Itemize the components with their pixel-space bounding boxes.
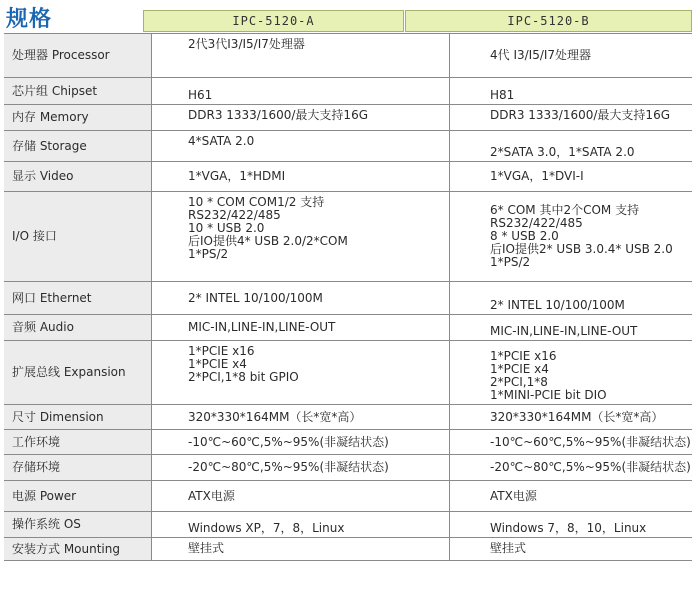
spec-value-line: 2*PCI,1*8 bit GPIO — [188, 370, 299, 384]
spec-value-a — [152, 341, 450, 405]
spec-row — [4, 430, 692, 455]
spec-label: 音频 Audio — [4, 315, 152, 341]
spec-value-line: H81 — [490, 88, 515, 102]
spec-row — [4, 105, 692, 131]
spec-label: 显示 Video — [4, 162, 152, 192]
spec-value-line: ATX电源 — [188, 488, 235, 503]
spec-value-line: 2代3代I3/I5/I7处理器 — [188, 37, 305, 51]
spec-value-line: 壁挂式 — [490, 541, 527, 555]
spec-label: 电源 Power — [4, 481, 152, 512]
spec-value-b — [450, 131, 693, 162]
spec-value-line: 8 * USB 2.0 — [490, 229, 559, 243]
spec-label: 存储环境 — [4, 455, 152, 481]
spec-value-a — [152, 34, 450, 78]
spec-value-line: 1*PCIE x4 — [490, 362, 549, 376]
spec-value-b — [450, 192, 693, 282]
spec-value-b — [450, 405, 693, 430]
spec-value-line: 1*VGA，1*HDMI — [188, 169, 286, 183]
spec-value-line: -10℃~60℃,5%~95%(非凝结状态) — [490, 434, 691, 449]
spec-label: 存储 Storage — [4, 131, 152, 162]
spec-value-b — [450, 481, 693, 512]
spec-row — [4, 282, 692, 315]
spec-value-b — [450, 341, 693, 405]
spec-value-line: 6* COM 其中2个COM 支持 — [490, 203, 640, 217]
spec-value-a — [152, 512, 450, 538]
spec-value-line: 后IO提供2* USB 3.0.4* USB 2.0 — [490, 242, 673, 256]
spec-value-line: 2* INTEL 10/100/100M — [188, 290, 323, 305]
spec-row — [4, 131, 692, 162]
spec-value-b — [450, 455, 693, 481]
spec-value-line: ATX电源 — [490, 488, 537, 503]
spec-row — [4, 78, 692, 105]
spec-value-line: MIC-IN,LINE-IN,LINE-OUT — [188, 320, 336, 334]
spec-value-line: 1*MINI-PCIE bit DIO — [490, 388, 607, 402]
spec-value-a — [152, 162, 450, 192]
spec-value-a — [152, 430, 450, 455]
spec-row — [4, 481, 692, 512]
spec-value-line: 10 * COM COM1/2 支持 — [188, 195, 325, 209]
spec-value-line: -10℃~60℃,5%~95%(非凝结状态) — [188, 434, 389, 449]
spec-value-a — [152, 131, 450, 162]
spec-row — [4, 162, 692, 192]
spec-value-line: RS232/422/485 — [188, 208, 281, 222]
spec-label: 操作系统 OS — [4, 512, 152, 538]
spec-value-b — [450, 282, 693, 315]
column-header-ipc-5120-b: IPC-5120-B — [405, 10, 692, 32]
spec-value-line: 2*PCI,1*8 — [490, 375, 548, 389]
spec-value-a — [152, 455, 450, 481]
spec-label: I/O 接口 — [4, 192, 152, 282]
spec-value-line: 2* INTEL 10/100/100M — [490, 298, 625, 312]
spec-value-b — [450, 34, 693, 78]
spec-value-a — [152, 282, 450, 315]
spec-row — [4, 512, 692, 538]
spec-label: 处理器 Processor — [4, 34, 152, 78]
spec-value-line: Windows 7，8，10，Linux — [490, 521, 647, 535]
spec-value-b — [450, 162, 693, 192]
spec-value-line: MIC-IN,LINE-IN,LINE-OUT — [490, 324, 638, 338]
spec-value-a — [152, 405, 450, 430]
spec-value-line: -20℃~80℃,5%~95%(非凝结状态) — [188, 460, 389, 474]
spec-label: 网口 Ethernet — [4, 282, 152, 315]
spec-label: 芯片组 Chipset — [4, 78, 152, 105]
spec-value-a — [152, 538, 450, 561]
spec-value-line: 4代 I3/I5/I7处理器 — [490, 48, 592, 62]
spec-value-a — [152, 315, 450, 341]
spec-label: 工作环境 — [4, 430, 152, 455]
spec-value-line: 1*PS/2 — [490, 255, 531, 269]
spec-row — [4, 405, 692, 430]
spec-value-line: RS232/422/485 — [490, 216, 583, 230]
spec-row — [4, 192, 692, 282]
spec-value-line: 壁挂式 — [188, 541, 225, 555]
spec-value-a — [152, 105, 450, 131]
page-title: 规格 — [6, 7, 53, 32]
spec-value-a — [152, 192, 450, 282]
spec-value-line: 4*SATA 2.0 — [188, 134, 255, 148]
spec-value-a — [152, 78, 450, 105]
spec-value-line: DDR3 1333/1600/最大支持16G — [188, 108, 369, 122]
spec-value-b — [450, 315, 693, 341]
spec-value-line: 1*PCIE x16 — [188, 344, 255, 358]
spec-row — [4, 538, 692, 561]
spec-value-b — [450, 430, 693, 455]
spec-value-b — [450, 78, 693, 105]
column-header-ipc-5120-a: IPC-5120-A — [143, 10, 404, 32]
spec-value-line: 1*PS/2 — [188, 247, 229, 261]
spec-table — [4, 33, 692, 561]
spec-value-line: -20℃~80℃,5%~95%(非凝结状态) — [490, 460, 691, 474]
spec-value-line: 10 * USB 2.0 — [188, 221, 265, 235]
spec-label: 安装方式 Mounting — [4, 538, 152, 561]
spec-label: 扩展总线 Expansion — [4, 341, 152, 405]
spec-value-line: 320*330*164MM（长*宽*高） — [188, 409, 362, 424]
spec-value-b — [450, 538, 693, 561]
spec-value-line: 2*SATA 3.0，1*SATA 2.0 — [490, 145, 635, 159]
spec-value-line: DDR3 1333/1600/最大支持16G — [490, 108, 671, 122]
spec-row — [4, 315, 692, 341]
spec-value-a — [152, 481, 450, 512]
spec-label: 尺寸 Dimension — [4, 405, 152, 430]
spec-label: 内存 Memory — [4, 105, 152, 131]
spec-value-b — [450, 512, 693, 538]
spec-value-line: 后IO提供4* USB 2.0/2*COM — [188, 234, 348, 248]
spec-value-line: H61 — [188, 88, 213, 102]
spec-row — [4, 341, 692, 405]
spec-row — [4, 455, 692, 481]
spec-value-b — [450, 105, 693, 131]
spec-value-line: 1*VGA，1*DVI-I — [490, 169, 584, 183]
spec-value-line: 1*PCIE x16 — [490, 349, 557, 363]
spec-value-line: Windows XP，7，8，Linux — [188, 521, 345, 535]
spec-row — [4, 34, 692, 78]
spec-value-line: 320*330*164MM（长*宽*高） — [490, 409, 664, 424]
spec-value-line: 1*PCIE x4 — [188, 357, 247, 371]
